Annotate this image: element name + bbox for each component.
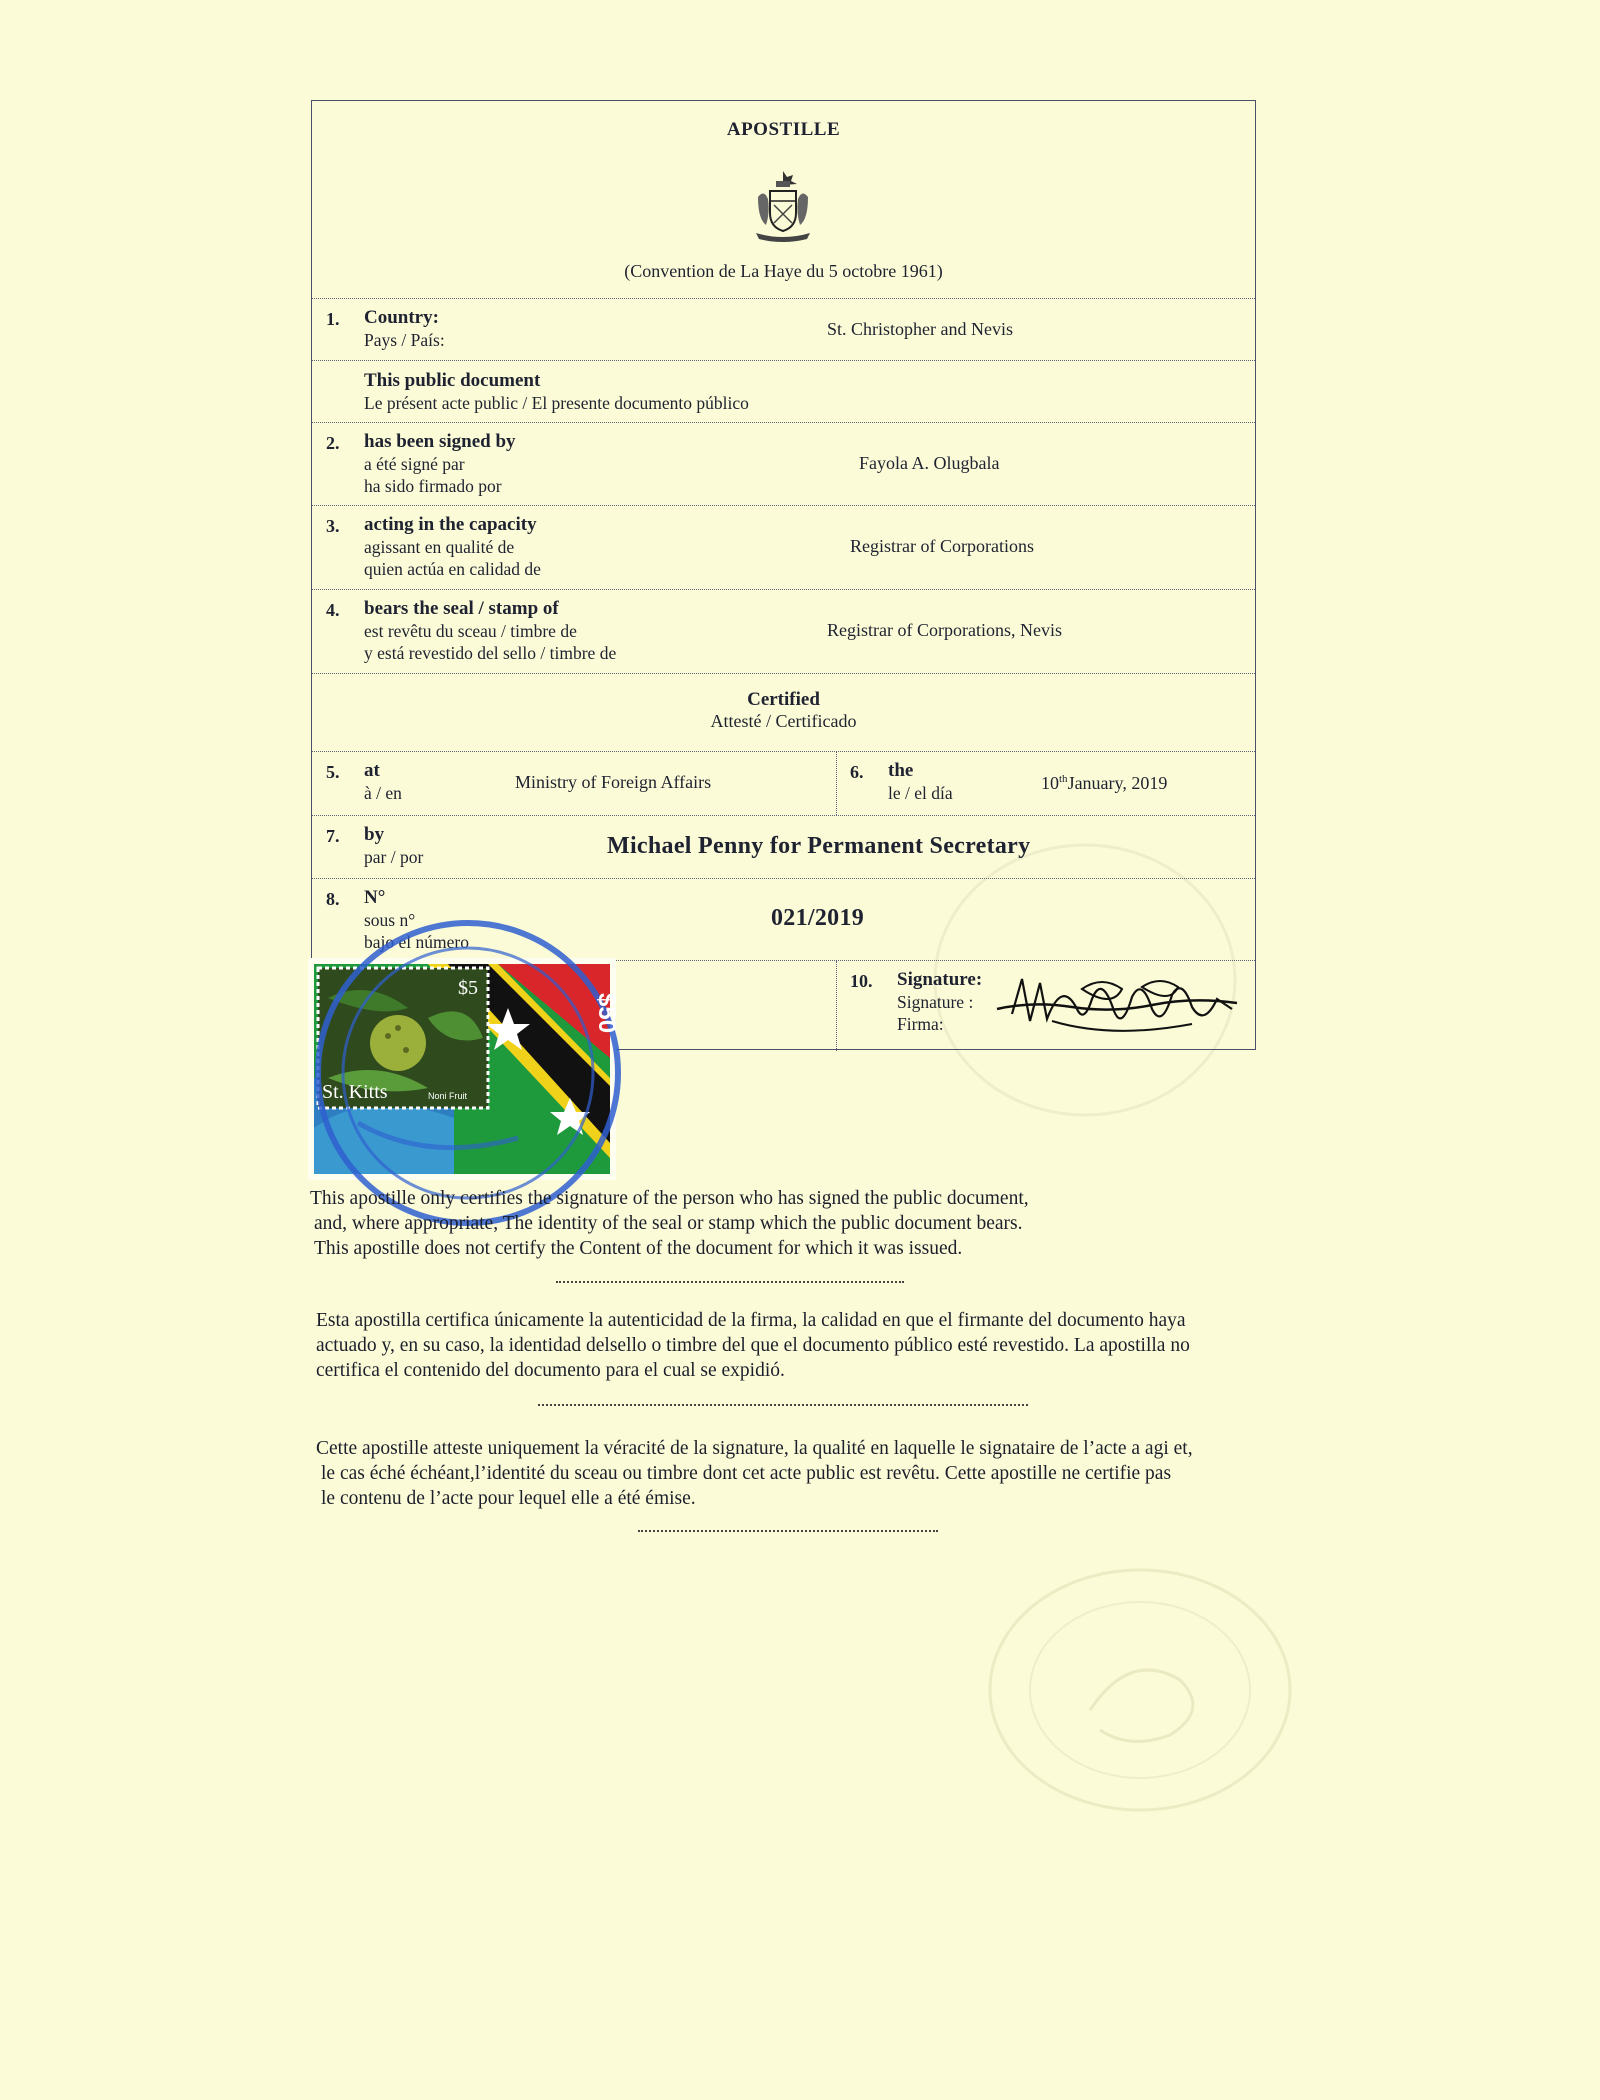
label-en: This public document bbox=[364, 370, 541, 391]
label-en: N° bbox=[364, 887, 386, 908]
label-alt: à / en bbox=[364, 783, 402, 803]
row-at-date bbox=[312, 752, 1255, 816]
label-en: at bbox=[364, 760, 380, 781]
postage-stamp bbox=[308, 958, 620, 1180]
row-label bbox=[364, 824, 423, 868]
note-french bbox=[316, 1436, 1193, 1511]
seal-value: Registrar of Corporations, Nevis bbox=[827, 620, 1062, 640]
capacity-value: Registrar of Corporations bbox=[850, 536, 1034, 556]
row-number: 3. bbox=[326, 516, 340, 536]
stamp-right-value: $50 bbox=[593, 993, 620, 1034]
label-alt: quien actúa en calidad de bbox=[364, 559, 541, 579]
note-line: certifica el contenido del documento para el cual se expidió. bbox=[316, 1360, 785, 1381]
column-divider bbox=[836, 752, 837, 815]
issuer-value: Michael Penny for Permanent Secretary bbox=[607, 833, 1031, 859]
convention-text: (Convention de La Haye du 5 octobre 1961) bbox=[624, 261, 943, 281]
date-rest: January, 2019 bbox=[1067, 773, 1168, 793]
row-label bbox=[888, 760, 953, 804]
row-country bbox=[312, 299, 1255, 361]
label-en: the bbox=[888, 760, 914, 781]
separator bbox=[538, 1404, 1028, 1406]
label-alt: par / por bbox=[364, 847, 424, 867]
row-number: 8. bbox=[326, 889, 340, 909]
note-english bbox=[310, 1186, 1029, 1261]
row-number: 10. bbox=[850, 971, 873, 991]
note-line: and, where appropriate, The identity of the seal or stamp which the public document bears. bbox=[314, 1213, 1023, 1234]
row-by bbox=[312, 816, 1255, 879]
separator bbox=[638, 1530, 938, 1532]
separator bbox=[556, 1281, 904, 1283]
stamp-country: St. Kitts bbox=[322, 1081, 388, 1103]
place-value: Ministry of Foreign Affairs bbox=[515, 772, 712, 792]
stamp-artwork-icon bbox=[308, 958, 620, 1180]
number-value: 021/2019 bbox=[771, 905, 865, 931]
row-signed-by bbox=[312, 423, 1255, 506]
label-en: bears the seal / stamp of bbox=[364, 598, 559, 619]
date-suffix: th bbox=[1059, 773, 1068, 785]
row-label bbox=[364, 598, 616, 664]
row-certified bbox=[312, 674, 1255, 752]
country-value: St. Christopher and Nevis bbox=[827, 319, 1013, 339]
label-en: Country: bbox=[364, 307, 439, 328]
row-label bbox=[364, 307, 445, 351]
column-divider bbox=[836, 961, 837, 1051]
row-capacity bbox=[312, 506, 1255, 590]
row-label bbox=[897, 969, 982, 1035]
row-number: 2. bbox=[326, 433, 340, 453]
stamp-left-value: $5 bbox=[458, 977, 478, 999]
handwritten-signature bbox=[992, 969, 1242, 1044]
row-number: 5. bbox=[326, 762, 340, 782]
row-number: 4. bbox=[326, 600, 340, 620]
label-en: acting in the capacity bbox=[364, 514, 537, 535]
note-line: actuado y, en su caso, la identidad delsello o timbre del que el documento público esté revestido. La apostilla no bbox=[316, 1335, 1190, 1356]
note-line: This apostille only certifies the signature of the person who has signed the public document, bbox=[310, 1188, 1029, 1209]
label-alt: Le présent acte public / El presente documento público bbox=[364, 393, 749, 413]
label-alt: agissant en qualité de bbox=[364, 537, 515, 557]
row-label bbox=[364, 370, 749, 414]
note-line: le contenu de l’acte pour lequel elle a été émise. bbox=[321, 1488, 696, 1509]
label-en: by bbox=[364, 824, 385, 845]
row-label bbox=[364, 887, 469, 953]
row-seal bbox=[312, 590, 1255, 674]
date-value bbox=[1041, 773, 1167, 794]
apostille-form bbox=[311, 100, 1256, 1050]
row-number: 1. bbox=[326, 309, 340, 329]
signer-value: Fayola A. Olugbala bbox=[859, 453, 1000, 473]
page-title: APOSTILLE bbox=[726, 119, 841, 140]
label-alt: Signature : bbox=[897, 992, 974, 1012]
date-day: 10 bbox=[1041, 773, 1059, 793]
row-public-document bbox=[312, 361, 1255, 423]
label-alt: ha sido firmado por bbox=[364, 476, 502, 496]
label-alt: bajo el número bbox=[364, 932, 469, 952]
row-number: 6. bbox=[850, 762, 864, 782]
note-line: This apostille does not certify the Content of the document for which it was issued. bbox=[314, 1238, 963, 1259]
label-alt: a été signé par bbox=[364, 454, 465, 474]
label-alt: sous n° bbox=[364, 910, 416, 930]
certified-alt: Attesté / Certificado bbox=[710, 711, 857, 731]
note-line: Cette apostille atteste uniquement la véracité de la signature, la qualité en laquelle le signataire de l’acte a agi et, bbox=[316, 1438, 1193, 1459]
coat-of-arms-icon bbox=[748, 167, 818, 247]
stamp-caption: Noni Fruit bbox=[428, 1091, 468, 1101]
row-number: 7. bbox=[326, 826, 340, 846]
row-label bbox=[364, 514, 541, 580]
label-en: has been signed by bbox=[364, 431, 516, 452]
row-label bbox=[364, 760, 402, 804]
note-line: Esta apostilla certifica únicamente la autenticidad de la firma, la calidad en que el firmante del documento haya bbox=[316, 1310, 1186, 1331]
label-alt: Firma: bbox=[897, 1014, 944, 1034]
note-spanish bbox=[316, 1308, 1190, 1383]
label-alt: est revêtu du sceau / timbre de bbox=[364, 621, 577, 641]
apostille-header bbox=[312, 101, 1255, 299]
label-alt: y está revestido del sello / timbre de bbox=[364, 643, 617, 663]
note-line: le cas éché échéant,l’identité du sceau ou timbre dont cet acte public est revêtu. Cette apostille ne certifie pas bbox=[321, 1463, 1172, 1484]
certified-title: Certified bbox=[747, 689, 820, 710]
label-en: Signature: bbox=[897, 969, 983, 990]
label-alt: le / el día bbox=[888, 783, 953, 803]
row-label bbox=[364, 431, 516, 497]
label-alt: Pays / País: bbox=[364, 330, 445, 350]
embossed-seal-icon bbox=[980, 1560, 1300, 1820]
